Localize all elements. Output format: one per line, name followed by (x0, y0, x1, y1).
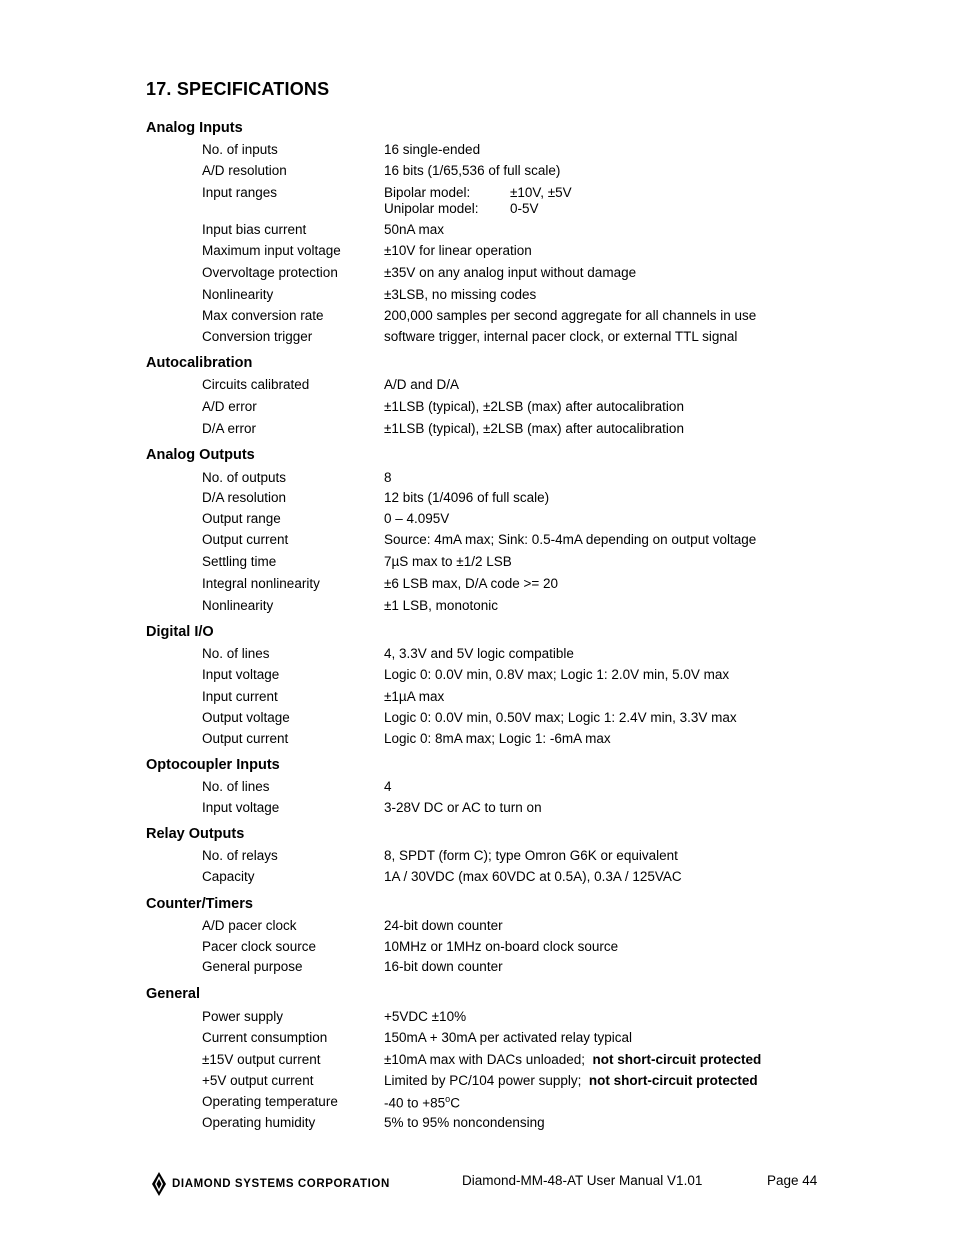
spec-label: No. of relays (202, 848, 278, 863)
spec-label: Output current (202, 731, 289, 746)
section-title-digital-io: Digital I/O (146, 624, 214, 640)
spec-value: ±1 LSB, monotonic (384, 598, 498, 613)
spec-value: 5% to 95% noncondensing (384, 1115, 545, 1130)
page-number: Page 44 (767, 1173, 818, 1188)
unit-text: C (450, 1095, 460, 1111)
spec-value: Source: 4mA max; Sink: 0.5-4mA depending on output voltage (384, 532, 757, 547)
spec-label: Nonlinearity (202, 598, 274, 613)
spec-label: Integral nonlinearity (202, 576, 320, 591)
spec-label: Input voltage (202, 800, 280, 815)
spec-value: 0 – 4.095V (384, 511, 450, 526)
spec-value: +5VDC ±10% (384, 1009, 467, 1024)
spec-label: General purpose (202, 959, 303, 974)
spec-label: No. of outputs (202, 470, 287, 485)
spec-value: ±10V, ±5V (510, 185, 572, 200)
spec-value: software trigger, internal pacer clock, or external TTL signal (384, 329, 738, 344)
spec-label: A/D error (202, 399, 257, 414)
spec-label: Conversion trigger (202, 329, 313, 344)
spec-value (384, 1094, 460, 1111)
logo-text: DIAMOND SYSTEMS CORPORATION (172, 1178, 390, 1190)
spec-value: Logic 0: 8mA max; Logic 1: -6mA max (384, 731, 611, 746)
spec-value: 10MHz or 1MHz on-board clock source (384, 939, 619, 954)
section-title-analog-outputs: Analog Outputs (146, 447, 255, 463)
spec-label: No. of lines (202, 779, 270, 794)
warning-text: not short-circuit protected (592, 1052, 762, 1067)
spec-sub-label: Unipolar model: (384, 201, 479, 216)
section-title-relay-outputs: Relay Outputs (146, 826, 245, 842)
section-title-counter-timers: Counter/Timers (146, 896, 253, 912)
spec-value: 24-bit down counter (384, 918, 503, 933)
spec-value: 50nA max (384, 222, 445, 237)
spec-value-text: Limited by PC/104 power supply; (384, 1073, 582, 1088)
spec-value-text: ±10mA max with DACs unloaded; (384, 1052, 586, 1067)
spec-label: ±15V output current (202, 1052, 321, 1067)
spec-label: Input bias current (202, 222, 307, 237)
spec-label: +5V output current (202, 1073, 314, 1088)
spec-value: 4, 3.3V and 5V logic compatible (384, 646, 574, 661)
spec-sub-label: Bipolar model: (384, 185, 471, 200)
section-title-general: General (146, 986, 200, 1002)
spec-label: Input voltage (202, 667, 280, 682)
spec-label: Input ranges (202, 185, 278, 200)
spec-value: 7µS max to ±1/2 LSB (384, 554, 512, 569)
spec-value: ±3LSB, no missing codes (384, 287, 537, 302)
spec-label: Maximum input voltage (202, 243, 341, 258)
spec-value-text: -40 to +85 (384, 1095, 446, 1111)
spec-value: 16 single-ended (384, 142, 481, 157)
spec-label: Output voltage (202, 710, 290, 725)
spec-label: Max conversion rate (202, 308, 324, 323)
section-title-analog-inputs: Analog Inputs (146, 120, 243, 136)
spec-label: Output range (202, 511, 281, 526)
spec-value: 4 (384, 779, 392, 794)
spec-value: 16 bits (1/65,536 of full scale) (384, 163, 561, 178)
spec-label: Settling time (202, 554, 277, 569)
spec-value: 0-5V (510, 201, 539, 216)
spec-label: No. of lines (202, 646, 270, 661)
spec-value: 200,000 samples per second aggregate for all channels in use (384, 308, 757, 323)
spec-value: 3-28V DC or AC to turn on (384, 800, 542, 815)
spec-label: Output current (202, 532, 289, 547)
spec-label: Capacity (202, 869, 255, 884)
spec-value: 8, SPDT (form C); type Omron G6K or equivalent (384, 848, 678, 863)
spec-value: Logic 0: 0.0V min, 0.50V max; Logic 1: 2.4V min, 3.3V max (384, 710, 737, 725)
spec-label: D/A resolution (202, 490, 287, 505)
spec-value (384, 1052, 761, 1067)
footer-manual-title: Diamond-MM-48-AT User Manual V1.01 (462, 1173, 703, 1188)
section-title-optocoupler-inputs: Optocoupler Inputs (146, 757, 280, 773)
spec-value: ±35V on any analog input without damage (384, 265, 637, 280)
spec-label: Input current (202, 689, 278, 704)
section-title-autocalibration: Autocalibration (146, 355, 253, 371)
spec-value: ±6 LSB max, D/A code >= 20 (384, 576, 559, 591)
spec-value (384, 1073, 758, 1088)
spec-label: Circuits calibrated (202, 377, 310, 392)
spec-label: Pacer clock source (202, 939, 317, 954)
spec-value: A/D and D/A (384, 377, 460, 392)
spec-value: ±1LSB (typical), ±2LSB (max) after autocalibration (384, 399, 684, 414)
spec-value: 12 bits (1/4096 of full scale) (384, 490, 550, 505)
spec-label: Operating humidity (202, 1115, 316, 1130)
company-logo (152, 1172, 390, 1196)
spec-value: ±1LSB (typical), ±2LSB (max) after autocalibration (384, 421, 684, 436)
spec-label: A/D pacer clock (202, 918, 297, 933)
spec-label: Operating temperature (202, 1094, 338, 1109)
spec-value: 16-bit down counter (384, 959, 503, 974)
spec-value: ±1µA max (384, 689, 445, 704)
spec-label: A/D resolution (202, 163, 287, 178)
spec-value: 1A / 30VDC (max 60VDC at 0.5A), 0.3A / 125VAC (384, 869, 682, 884)
spec-label: D/A error (202, 421, 257, 436)
spec-value: 8 (384, 470, 392, 485)
spec-value: Logic 0: 0.0V min, 0.8V max; Logic 1: 2.0V min, 5.0V max (384, 667, 730, 682)
spec-label: Current consumption (202, 1030, 328, 1045)
warning-text: not short-circuit protected (588, 1073, 758, 1088)
spec-label: Overvoltage protection (202, 265, 338, 280)
spec-label: Power supply (202, 1009, 284, 1024)
page-title: 17. SPECIFICATIONS (146, 79, 330, 99)
degree-superscript: o (445, 1094, 451, 1104)
spec-value: 150mA + 30mA per activated relay typical (384, 1030, 633, 1045)
spec-value: ±10V for linear operation (384, 243, 532, 258)
spec-label: Nonlinearity (202, 287, 274, 302)
spec-label: No. of inputs (202, 142, 278, 157)
diamond-logo-icon (152, 1172, 166, 1196)
